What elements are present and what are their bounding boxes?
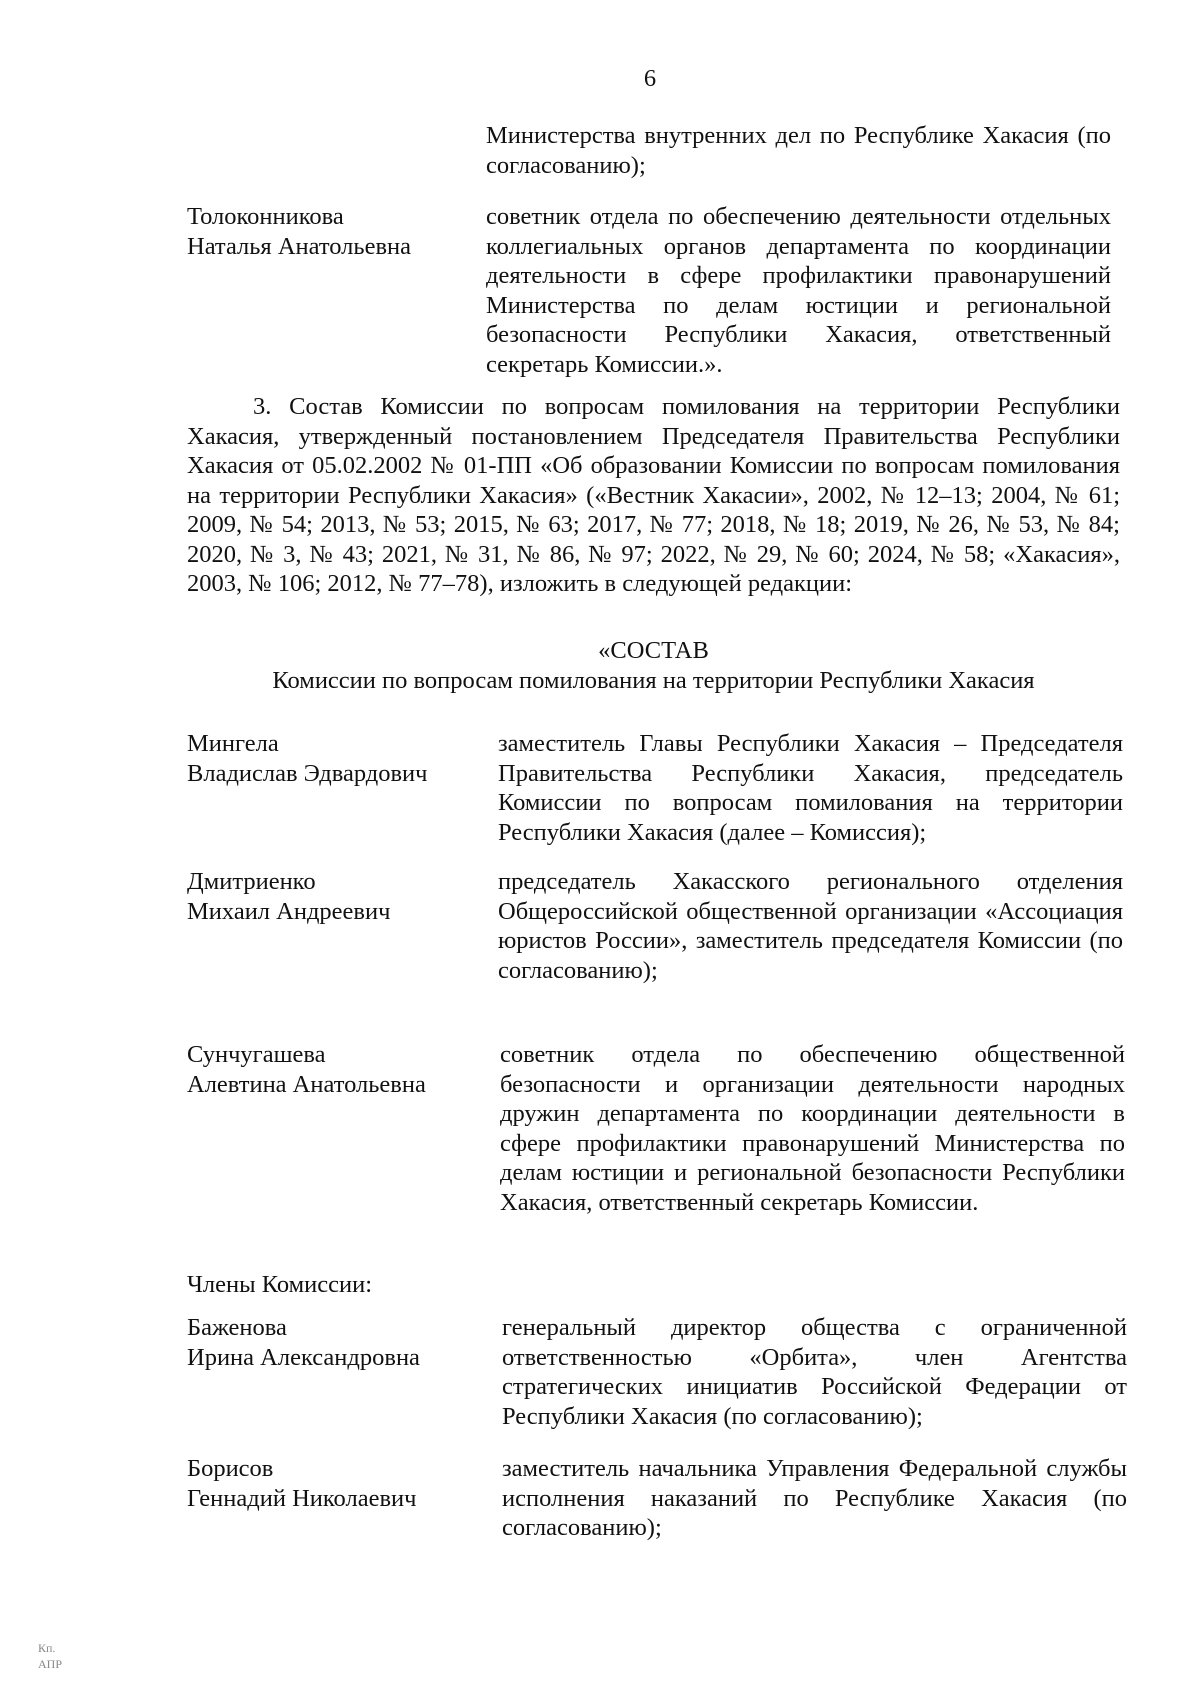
corner-mark-line: АПР	[38, 1657, 63, 1671]
person-role: советник отдела по обеспечению деятельности отдельных коллегиальных органов департамента по координации деятельности в сфере профилактики правонарушений Министерства по делам юстиции и региональной безопасности Республики Хакасия, ответственный секретарь Комиссии.».	[486, 203, 1111, 378]
member-name	[187, 1454, 416, 1513]
person-name	[187, 202, 411, 261]
corner-mark-line: Кп.	[38, 1641, 56, 1655]
member-role: генеральный директор общества с ограниченной ответственностью «Орбита», член Агентства стратегических инициатив Российской Федерации от Республики Хакасия (по согласованию);	[502, 1314, 1127, 1430]
member-given-name: Геннадий Николаевич	[187, 1484, 417, 1512]
member-role: заместитель начальника Управления Федеральной службы исполнения наказаний по Республике Хакасия (по согласованию);	[502, 1455, 1127, 1541]
member-role: заместитель Главы Республики Хакасия – Председателя Правительства Республики Хакасия, председатель Комиссии по вопросам помилования на территории Республики Хакасия (далее – Комиссия);	[498, 730, 1123, 846]
member-given-name: Владислав Эдвардович	[187, 759, 428, 787]
member-name	[187, 867, 390, 926]
member-surname: Сунчугашева	[187, 1041, 326, 1068]
member-given-name: Ирина Александровна	[187, 1343, 420, 1371]
member-role: советник отдела по обеспечению общественной безопасности и организации деятельности народных дружин департамента по координации деятельности в сфере профилактики правонарушений Министерства по делам юстиции и региональной безопасности Республики Хакасия, ответственный секретарь Комиссии.	[500, 1041, 1125, 1216]
members-label: Члены Комиссии:	[187, 1271, 373, 1298]
person-given-name: Наталья Анатольевна	[187, 232, 412, 260]
member-surname: Дмитриенко	[187, 868, 316, 895]
member-name	[187, 1040, 426, 1099]
corner-mark	[38, 1640, 62, 1672]
composition-title: «СОСТАВ	[598, 637, 709, 664]
page-number: 6	[643, 65, 657, 92]
member-name	[187, 729, 427, 788]
person-surname: Толоконникова	[187, 203, 344, 230]
member-surname: Борисов	[187, 1455, 274, 1482]
member-given-name: Михаил Андреевич	[187, 897, 391, 925]
member-given-name: Алевтина Анатольевна	[187, 1070, 426, 1098]
top-continuation: Министерства внутренних дел по Республике Хакасия (по согласованию);	[486, 122, 1111, 179]
member-name	[187, 1313, 420, 1372]
member-surname: Мингела	[187, 730, 279, 757]
paragraph-3: 3. Состав Комиссии по вопросам помилования на территории Республики Хакасия, утвержденный постановлением Председателя Правительства Республики Хакасия от 05.02.2002 № 01-ПП «Об образовании Комиссии по вопросам помилования на территории Республики Хакасия» («Вестник Хакасии», 2002, № 12–13; 2004, № 61; 2009, № 54; 2013, № 53; 2015, № 63; 2017, № 77; 2018, № 18; 2019, № 26, № 53, № 84; 2020, № 3, № 43; 2021, № 31, № 86, № 97; 2022, № 29, № 60; 2024, № 58; «Хакасия», 2003, № 106; 2012, № 77–78), изложить в следующей редакции:	[187, 393, 1120, 597]
composition-subtitle: Комиссии по вопросам помилования на территории Республики Хакасия	[272, 667, 1035, 694]
member-role: председатель Хакасского регионального отделения Общероссийской общественной организации «Ассоциация юристов России», заместитель председателя Комиссии (по согласованию);	[498, 868, 1123, 984]
member-surname: Баженова	[187, 1314, 287, 1341]
